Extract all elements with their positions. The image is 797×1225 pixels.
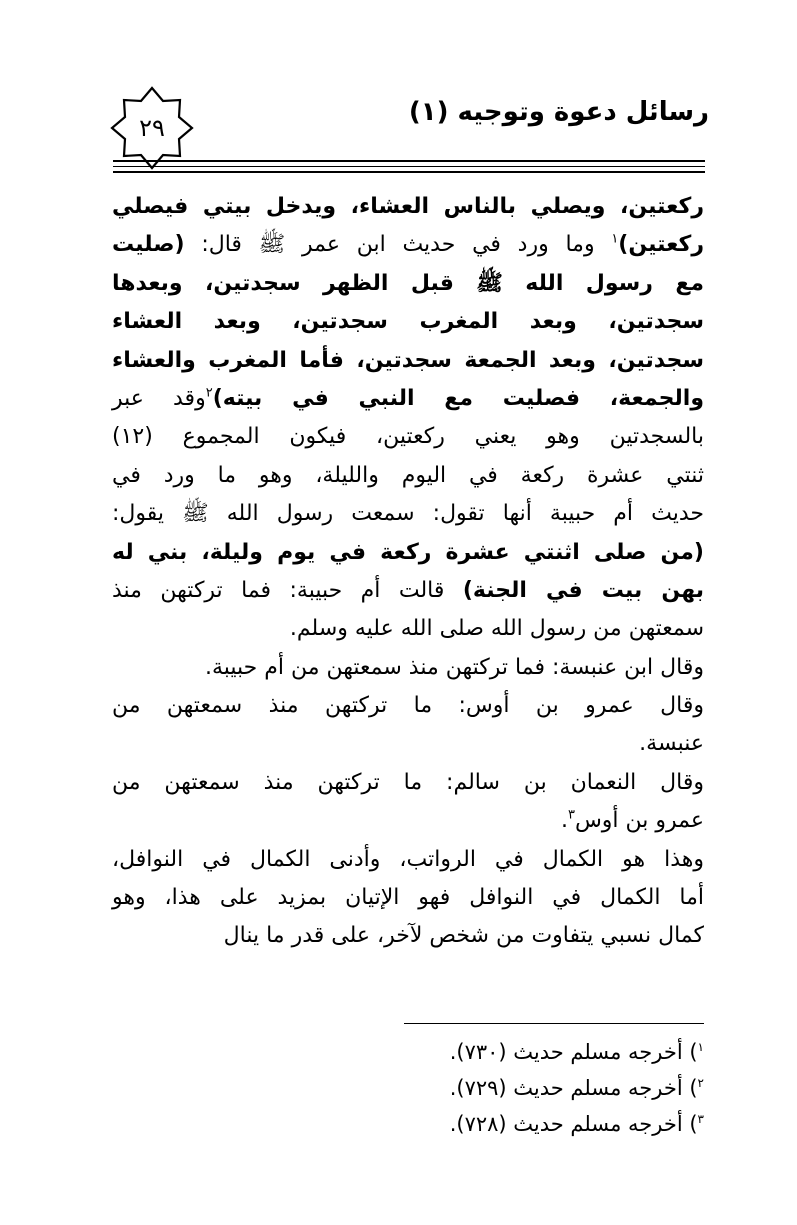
text-segment: (صليت: [112, 232, 185, 258]
footnote-number: ١: [697, 1040, 704, 1054]
text-segment: سجدتين، وبعد الجمعة سجدتين، فأما المغرب والعشاء: [112, 347, 704, 373]
text-segment: بهن بيت في الجنة): [462, 577, 704, 603]
footnote-text: ) أخرجه مسلم حديث (٧٢٨).: [449, 1112, 698, 1136]
text-segment: وقد عبر: [112, 385, 206, 411]
header-rule-top: [113, 160, 705, 162]
text-line: [112, 265, 704, 303]
text-segment: قالت أم حبيبة: فما تركتهن منذ: [112, 577, 463, 603]
text-segment: وقال عمرو بن أوس: ما تركتهن منذ سمعتهن من: [112, 693, 704, 719]
footnote-text: ) أخرجه مسلم حديث (٧٢٩).: [449, 1076, 698, 1100]
text-line: [112, 226, 704, 264]
text-segment: والجمعة، فصليت مع النبي في بيته): [212, 385, 704, 411]
text-segment: مع رسول الله ﷺ قبل الظهر سجدتين، وبعدها: [112, 270, 704, 296]
text-line: [112, 495, 704, 533]
footnote-marker: ٢: [205, 385, 213, 401]
page-number-badge: [108, 84, 196, 172]
text-segment: وقال ابن عنبسة: فما تركتهن منذ سمعتهن من أم حبيبة.: [204, 654, 704, 680]
text-segment: وما ورد في حديث ابن عمر ﷺ قال:: [184, 232, 612, 258]
text-segment: سجدتين، وبعد المغرب سجدتين، وبعد العشاء: [112, 309, 704, 335]
text-segment: ثنتي عشرة ركعة في اليوم والليلة، وهو ما ورد في: [112, 462, 704, 488]
text-line: [112, 841, 704, 879]
text-line: [112, 610, 704, 648]
text-line: [112, 380, 704, 418]
footnote-number: ٣: [697, 1112, 704, 1126]
text-segment: ركعتين، ويصلي بالناس العشاء، ويدخل بيتي فيصلي: [112, 194, 704, 219]
text-segment: عمرو بن أوس: [574, 808, 704, 834]
text-segment: سمعتهن من رسول الله صلى الله عليه وسلم.: [289, 616, 704, 642]
text-line: [112, 802, 704, 840]
page-number: ٢٩: [139, 114, 165, 142]
text-line: [112, 342, 704, 380]
footnote-marker: ١: [611, 232, 619, 248]
footnote-item: [344, 1070, 704, 1106]
footnotes: [344, 1034, 704, 1142]
footnote-number: ٢: [697, 1076, 704, 1090]
book-title: رسائل دعوة وتوجيه (١): [408, 97, 709, 127]
text-segment: وهذا هو الكمال في الرواتب، وأدنى الكمال في النوافل،: [112, 846, 704, 872]
text-line: [112, 725, 704, 763]
text-line: [112, 879, 704, 917]
text-line: [112, 649, 704, 687]
footnote-text: ) أخرجه مسلم حديث (٧٣٠).: [449, 1040, 698, 1064]
text-line: [112, 188, 704, 226]
header-rule-bottom: [113, 171, 705, 173]
text-line: [112, 764, 704, 802]
text-line: [112, 303, 704, 341]
text-segment: أما الكمال في النوافل فهو الإتيان بمزيد على هذا، وهو: [112, 885, 704, 911]
text-line: [112, 917, 704, 955]
text-line: [112, 418, 704, 456]
text-segment: (من صلى اثنتي عشرة ركعة في يوم وليلة، بني له: [112, 539, 704, 565]
header-rule-middle: [113, 166, 705, 167]
text-segment: كمال نسبي يتفاوت من شخص لآخر، على قدر ما ينال: [223, 923, 704, 949]
text-line: [112, 534, 704, 572]
text-segment: حديث أم حبيبة أنها تقول: سمعت رسول الله ﷺ يقول:: [112, 501, 704, 527]
text-line: [112, 572, 704, 610]
footnote-marker: ٣: [567, 807, 575, 823]
text-segment: .: [560, 808, 568, 834]
text-segment: ركعتين): [618, 232, 704, 258]
text-segment: بالسجدتين وهو يعني ركعتين، فيكون المجموع (١٢): [112, 424, 704, 450]
text-segment: عنبسة.: [639, 731, 704, 757]
footnote-separator: [404, 1023, 704, 1024]
text-segment: وقال النعمان بن سالم: ما تركتهن منذ سمعتهن من: [112, 769, 704, 795]
body-text: [112, 188, 704, 956]
text-line: [112, 687, 704, 725]
footnote-item: [344, 1106, 704, 1142]
footnote-item: [344, 1034, 704, 1070]
text-line: [112, 457, 704, 495]
